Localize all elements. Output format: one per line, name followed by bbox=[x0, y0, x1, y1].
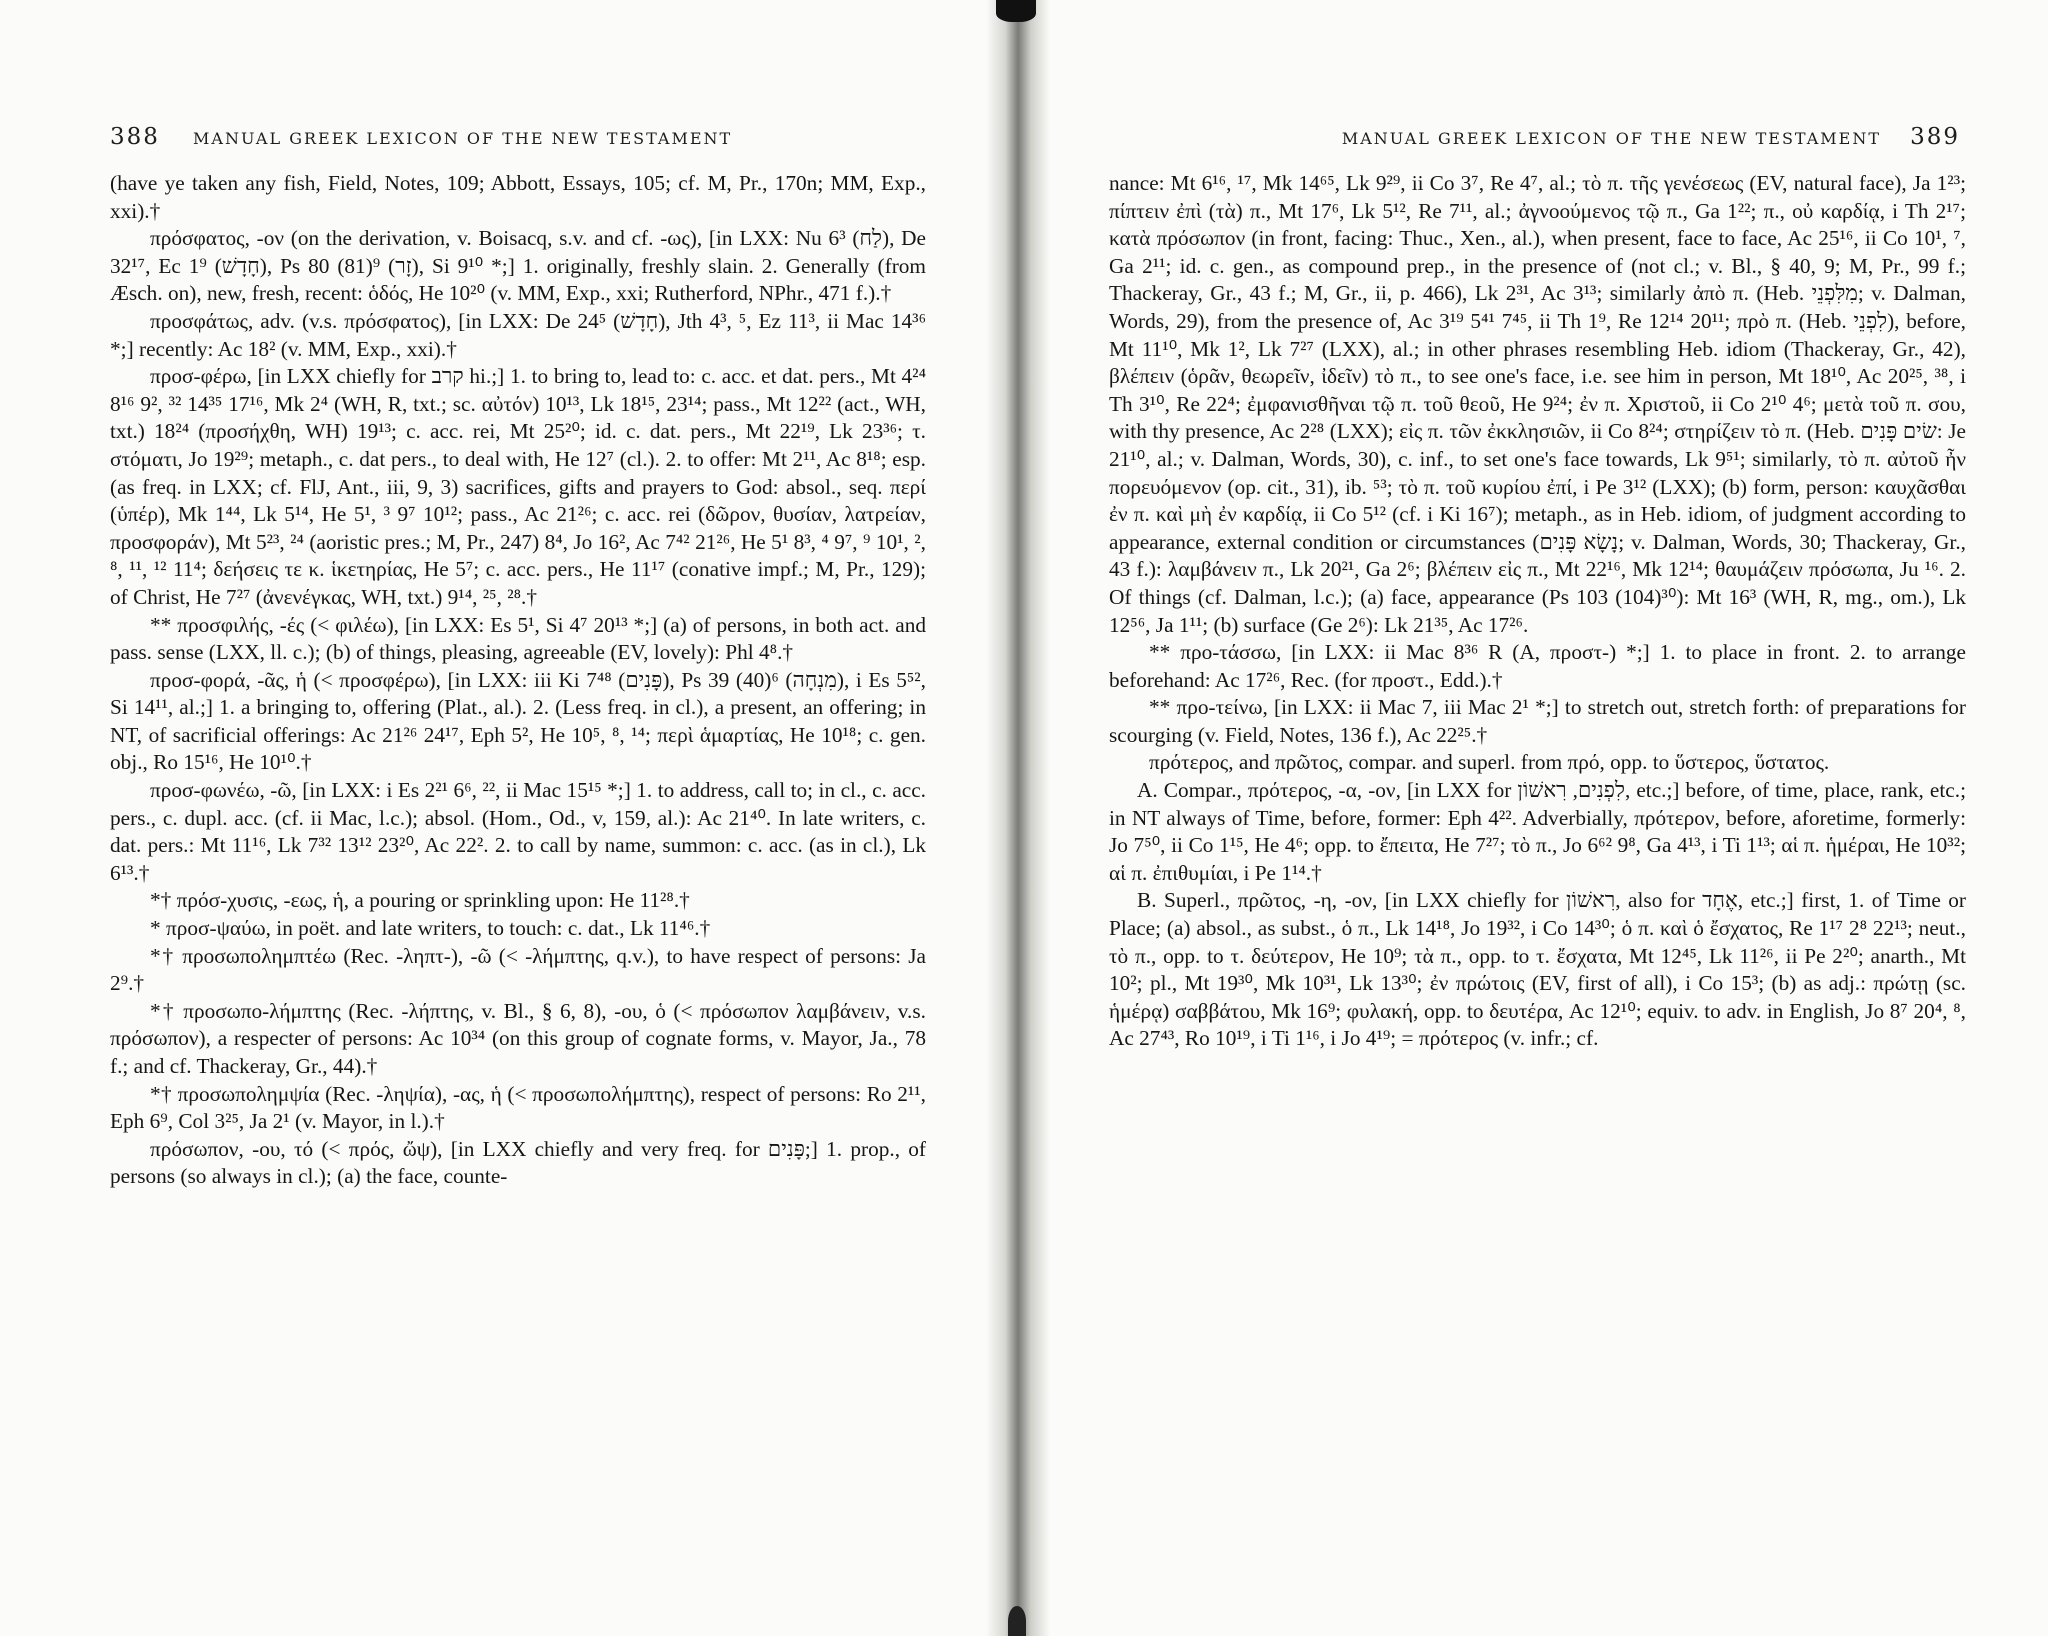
left-running-head: MANUAL GREEK LEXICON OF THE NEW TESTAMENT bbox=[193, 129, 733, 148]
entry-prospher: προσ-φέρω, [in LXX chiefly for קרב hi.;] 1. to bring to, lead to: c. acc. et dat. pers., Mt 4²⁴ 8¹⁶ 9², ³² 14³⁵ 17¹⁶, Mk 2⁴ (WH, R, txt.; sc. αὐτόν) 10¹³, Lk 18¹⁵, 23¹⁴; pass., Mt 12²² (act., WH, txt.) 18²⁴ (προσήχθη, WH) 19¹³; c. acc. rei, Mt 25²⁰; id. c. dat. pers., Mt 22¹⁹, Lk 23³⁶; τ. στόματι, Jo 19²⁹; metaph., c. dat pers., to deal with, He 12⁷ (cl.). 2. to offer: Mt 2¹¹, Ac 8¹⁸; esp. (as freq. in LXX; cf. FlJ, Ant., iii, 9, 3) sacrifices, gifts and prayers to God: absol., seq. περί (ὑπέρ), Mk 1⁴⁴, Lk 5¹⁴, He 5¹, ³ 9⁷ 10¹²; pass., Ac 21²⁶; c. acc. rei (δῶρον, θυσίαν, λατρείαν, προσφοράν), Mt 5²³, ²⁴ (aoristic pres.; M, Pr., 247) 8⁴, Jo 16², Ac 7⁴² 21²⁶, He 5¹ 8³, ⁴ 9⁷, ⁹ 10¹, ², ⁸, ¹¹, ¹² 11⁴; δεήσεις τε κ. ἱκετηρίας, He 5⁷; c. acc. pers., He 11¹⁷ (conative impf.; M, Pr., 129); of Christ, He 7²⁷ (ἀνενέγκας, WH, txt.) 9¹⁴, ²⁵, ²⁸.† bbox=[110, 364, 926, 609]
left-page bbox=[0, 0, 1018, 1636]
entry-prosopolempteo: *† προσωπολημπτέω (Rec. -ληπτ-), -ῶ (< -λήμπτης, q.v.), to have respect of persons: Ja 2⁹.† bbox=[110, 943, 926, 996]
gutter-shadow-top bbox=[996, 0, 1036, 22]
entry-proteino: ** προ-τείνω, [in LXX: ii Mac 7, iii Mac 2¹ *;] to stretch out, stretch forth: of preparations for scourging (v. Field, Notes, 136 f.), Ac 22²⁵.† bbox=[1109, 695, 1966, 747]
entry-prosopon: πρόσωπον, -ου, τό (< πρός, ὤψ), [in LXX chiefly and very freq. for פָּנִים;] 1. prop., of persons (so always in cl.); (a) the face, counte- bbox=[110, 1136, 927, 1189]
entry-proschusis: *† πρόσ-χυσις, -εως, ἡ, a pouring or sprinkling upon: He 11²⁸.† bbox=[150, 888, 690, 913]
right-page-text bbox=[1109, 170, 1966, 1053]
entry-prosphatos: πρόσφατος, -ον (on the derivation, v. Boisacq, s.v. and cf. -ως), [in LXX: Nu 6³ (לַח), De 32¹⁷, Ec 1⁹ (חָדָשׁ), Ps 80 (81)⁹ (זָר), Si 9¹⁰ *;] 1. originally, freshly slain. 2. Generally (from Æsch. on), new, fresh, recent: ὁδός, He 10²⁰ (v. MM, Exp., xxi; Rutherford, NPhr., 471 f.).† bbox=[110, 226, 926, 306]
entry-protasso: ** προ-τάσσω, [in LXX: ii Mac 8³⁶ R (A, προστ-) *;] 1. to place in front. 2. to arrange beforehand: Ac 17²⁶, Rec. (for προστ., Edd.).† bbox=[1109, 640, 1966, 692]
entry-prosphatos-adverb: προσφάτως, adv. (v.s. πρόσφατος), [in LXX: De 24⁵ (חָדָשׁ), Jth 4³, ⁵, Ez 11³, ii Mac 14³⁶ *;] recently: Ac 18² (v. MM, Exp., xxi).† bbox=[110, 308, 926, 361]
right-page-header bbox=[1160, 124, 1960, 150]
entry-prosopolempsia: *† προσωπολημψία (Rec. -ληψία), -ας, ἡ (< προσωπολήμπτης), respect of persons: Ro 2¹¹, Eph 6⁹, Col 3²⁵, Ja 2¹ (v. Mayor, in l.).† bbox=[110, 1081, 926, 1134]
entry-proteros-comparative: A. Compar., πρότερος, -α, -ον, [in LXX for לִפְנִים, רִאשׁוֹן, etc.;] before, of time, place, rank, etc.; in NT always of Time, before, former: Eph 4²². Adverbially, πρότερον, before, aforetime, formerly: Jo 7⁵⁰, ii Co 1¹⁵, He 4⁶; opp. to ἔπειτα, He 7²⁷; τὸ π., Jo 6⁶² 9⁸, Ga 4¹³, i Ti 1¹³; αἱ π. ἡμέραι, He 10³²; αἱ π. ἐπιθυμίαι, i Pe 1¹⁴.† bbox=[1109, 778, 1966, 885]
gutter-shadow-bottom bbox=[1008, 1606, 1026, 1636]
left-page-text bbox=[110, 170, 926, 1191]
right-running-head: MANUAL GREEK LEXICON OF THE NEW TESTAMENT bbox=[1341, 129, 1881, 148]
entry-prosopon-continuation: nance: Mt 6¹⁶, ¹⁷, Mk 14⁶⁵, Lk 9²⁹, ii Co 3⁷, Re 4⁷, al.; τὸ π. τῆς γενέσεως (EV, natural face), Ja 1²³; πίπτειν ἐπὶ (τὰ) π., Mt 17⁶, Lk 5¹², Re 7¹¹, al.; ἀγνοούμενος τῷ π., Ga 1²²; π., οὐ καρδίᾳ, i Th 2¹⁷; κατὰ πρόσωπον (in front, facing: Thuc., Xen., al.), when present, face to face, Ac 25¹⁶, ii Co 10¹, ⁷, Ga 2¹¹; id. c. gen., as compound prep., in the presence of (not cl.; v. Bl., § 40, 9; M, Pr., 99 f.; Thackeray, Gr., 43 f.; M, Gr., ii, p. 466), Lk 2³¹, Ac 3¹³; similarly ἀπὸ π. (Heb. מִלִּפְנֵי; v. Dalman, Words, 29), from the presence of, Ac 3¹⁹ 5⁴¹ 7⁴⁵, ii Th 1⁹, Re 12¹⁴ 20¹¹; πρὸ π. (Heb. לִפְנֵי), before, Mt 11¹⁰, Mk 1², Lk 7²⁷ (LXX), al.; in other phrases resembling Heb. idiom (Thackeray, Gr., 42), βλέπειν (ὁρᾶν, θεωρεῖν, ἰδεῖν) τὸ π., to see one's face, i.e. see him in person, Mt 18¹⁰, Ac 20²⁵, ³⁸, i Th 3¹⁰, Re 22⁴; ἐμφανισθῆναι τῷ π. τοῦ θεοῦ, He 9²⁴; ἐν π. Χριστοῦ, ii Co 2¹⁰ 4⁶; μετὰ τοῦ π. σου, with thy presence, Ac 2²⁸ (LXX); εἰς π. τῶν ἐκκλησιῶν, ii Co 8²⁴; στηρίζειν τὸ π. (Heb. שׂים פָּנִים: Je 21¹⁰, al.; v. Dalman, Words, 30), c. inf., to set one's face towards, Lk 9⁵¹; similarly, τὸ π. αὐτοῦ ἦν πορευόμενον (op. cit., 31), ib. ⁵³; τὸ π. τοῦ κυρίου ἐπί, i Pe 3¹² (LXX); (b) form, person: καυχᾶσθαι ἐν π. καὶ μὴ ἐν καρδίᾳ, ii Co 5¹² (cf. i Ki 16⁷); metaph., as in Heb. idiom, of judgment according to appearance, external condition or circumstances (נָשָׂא פָּנִים; v. Dalman, Words, 30; Thackeray, Gr., 43 f.): λαμβάνειν π., Lk 20²¹, Ga 2⁶; βλέπειν εἰς π., Mt 22¹⁶, Mk 12¹⁴; θαυμάζειν πρόσωπα, Ju ¹⁶. 2. Of things (cf. Dalman, l.c.); (a) face, appearance (Ps 103 (104)³⁰): Mt 16³ (WH, R, mg., om.), Lk 12⁵⁶, Ja 1¹¹; (b) surface (Ge 2⁶): Lk 21³⁵, Ac 17²⁶. bbox=[1109, 171, 1967, 637]
book-gutter bbox=[986, 0, 1050, 1636]
entry-prosphiles: ** προσφιλής, -ές (< φιλέω), [in LXX: Es 5¹, Si 4⁷ 20¹³ *;] (a) of persons, in both act. and pass. sense (LXX, ll. c.); (b) of things, pleasing, agreeable (EV, lovely): Phl 4⁸.† bbox=[110, 612, 926, 665]
entry-prosphoneo: προσ-φωνέω, -ῶ, [in LXX: i Es 2²¹ 6⁶, ²², ii Mac 15¹⁵ *;] 1. to address, call to; in cl., c. acc. pers., c. dupl. acc. (cf. ii Mac, l.c.); absol. (Hom., Od., v, 159, al.): Ac 21⁴⁰. In late writers, c. dat. pers.: Mt 11¹⁶, Lk 7³² 13¹² 23²⁰, Ac 22². 2. to call by name, summon: c. acc. (as in cl.), Lk 6¹³.† bbox=[110, 778, 926, 885]
entry-prospsauo: * προσ-ψαύω, in poët. and late writers, to touch: c. dat., Lk 11⁴⁶.† bbox=[150, 916, 711, 941]
entry-prosphora: προσ-φορά, -ᾶς, ἡ (< προσφέρω), [in LXX: iii Ki 7⁴⁸ (פָּנִים), Ps 39 (40)⁶ (מִנְחָה), i Es 5⁵², Si 14¹¹, al.;] 1. a bringing to, offering (Plat., al.). 2. (Less freq. in cl.), a present, an offering; in NT, of sacrificial offerings: Ac 21²⁶ 24¹⁷, Eph 5², He 10⁵, ⁸, ¹⁴; περὶ ἁμαρτίας, He 10¹⁸; c. gen. obj., Ro 15¹⁶, He 10¹⁰.† bbox=[110, 667, 926, 775]
entry-prosopolemptes: *† προσωπο-λήμπτης (Rec. -λήπτης, v. Bl., § 6, 8), -ου, ὁ (< πρόσωπον λαμβάνειν, v.s. πρόσωπον), a respecter of persons: Ac 10³⁴ (on this group of cognate forms, v. Mayor, Ja., 78 f.; and cf. Thackeray, Gr., 44).† bbox=[110, 998, 926, 1078]
entry-protos-superlative: B. Superl., πρῶτος, -η, -ον, [in LXX chiefly for רִאשׁוֹן, also for אֶחָד, etc.;] first, 1. of Time or Place; (a) absol., as subst., ὁ π., Lk 14¹⁸, Jo 19³², i Co 14³⁰; ὁ π. καὶ ὁ ἔσχατος, Re 1¹⁷ 2⁸ 22¹³; neut., τὸ π., opp. to τ. δεύτερον, He 10⁹; τὰ π., opp. to τ. ἔσχατα, Mt 12⁴⁵, Lk 11²⁶, ii Pe 2²⁰; anarth., Mt 10²; pl., Mt 19³⁰, Mk 10³¹, Lk 13³⁰; ἐν πρώτοις (EV, first of all), i Co 15³; (b) as adj.: πρώτῃ (sc. ἡμέρᾳ) σαββάτου, Mk 16⁹; φυλακή, opp. to δευτέρα, Ac 12¹⁰; equiv. to adv. in English, Jo 8⁷ 20⁴, ⁸, Ac 27⁴³, Ro 10¹⁹, i Ti 1¹⁶, i Jo 4¹⁹; = πρότερος (v. infr.; cf. bbox=[1109, 888, 1966, 1051]
left-page-header bbox=[110, 124, 920, 150]
left-page-number: 388 bbox=[110, 124, 160, 150]
right-page-number: 389 bbox=[1910, 124, 1960, 150]
entry-proteros-protos: πρότερος, and πρῶτος, compar. and superl. from πρό, opp. to ὕστερος, ὕστατος. bbox=[1149, 750, 1830, 775]
right-page bbox=[1018, 0, 2048, 1636]
entry-continuation-prosphagion: (have ye taken any fish, Field, Notes, 109; Abbott, Essays, 105; cf. M, Pr., 170n; MM, Exp., xxi).† bbox=[110, 171, 926, 223]
